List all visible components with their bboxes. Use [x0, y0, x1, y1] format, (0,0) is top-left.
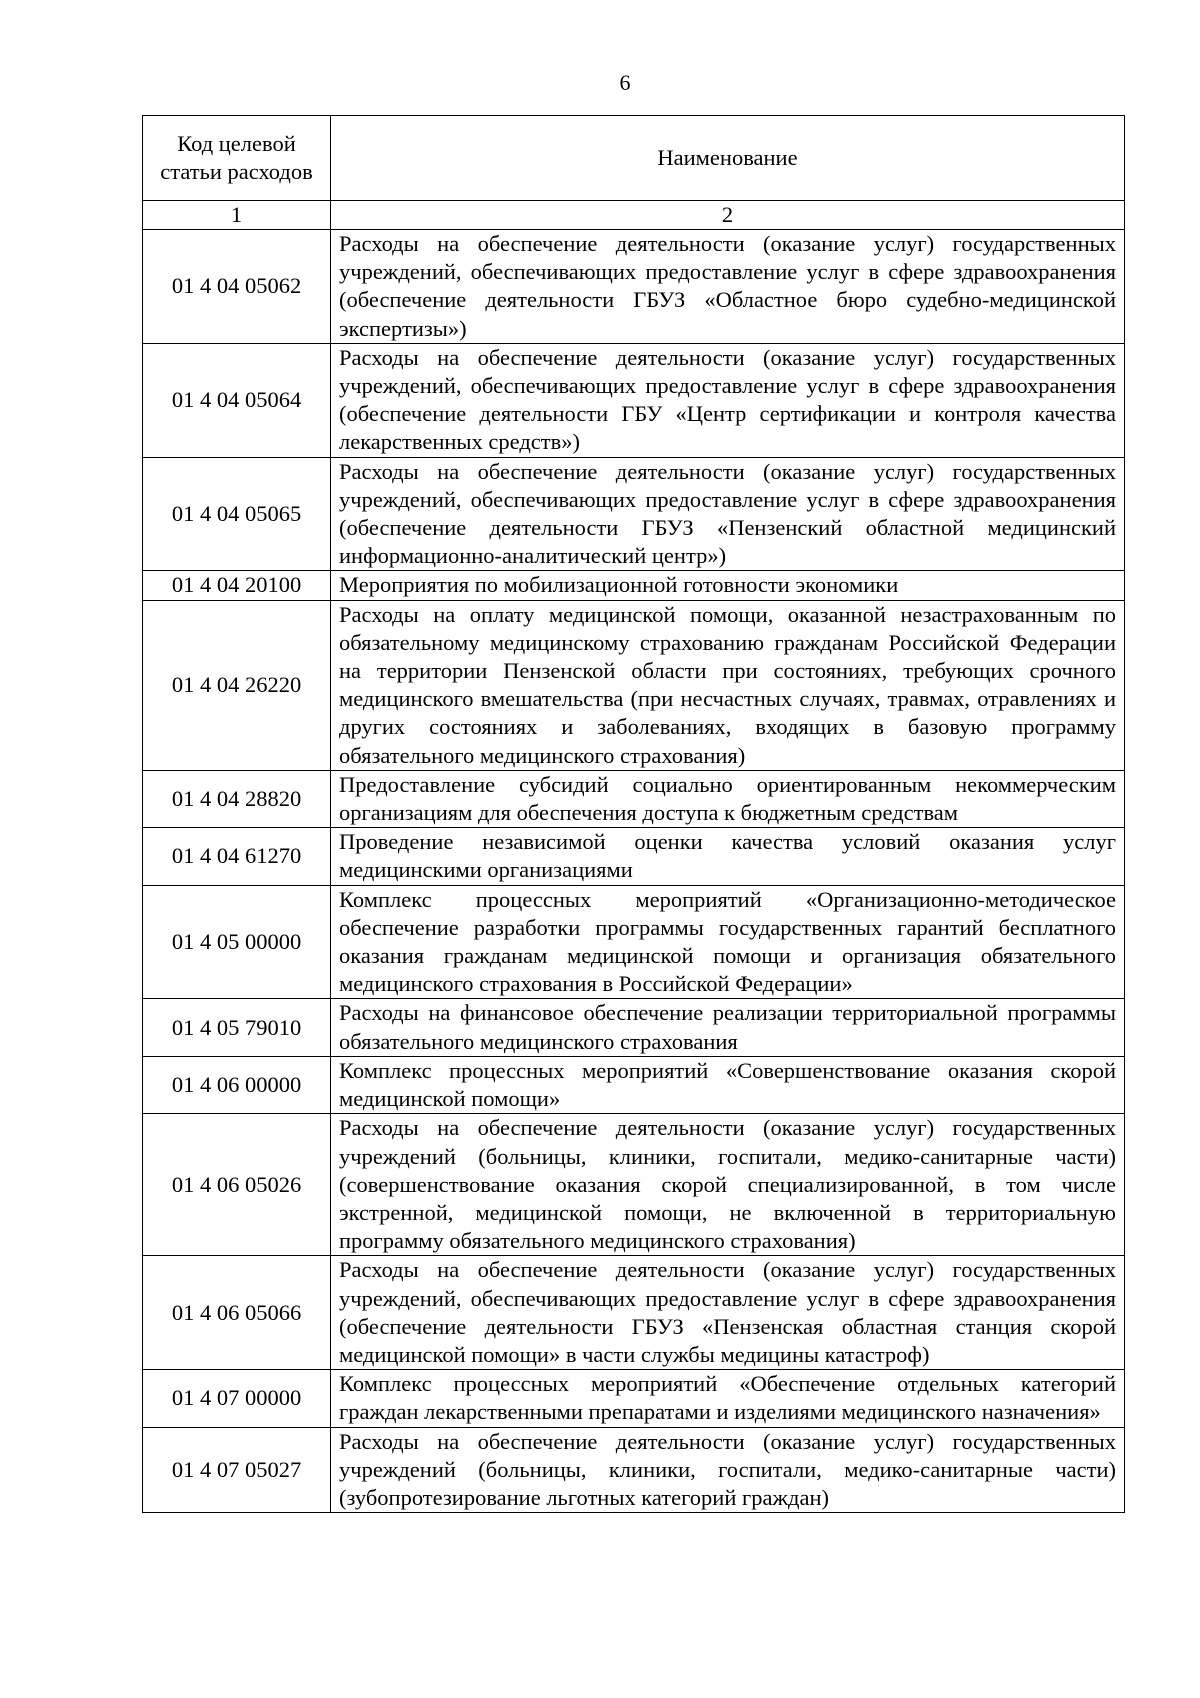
page-number: 6	[619, 70, 631, 95]
table-row	[143, 1114, 1125, 1256]
expense-name: Комплекс процессных мероприятий «Совершенствование оказания скорой медицинской помощи»	[331, 1056, 1125, 1113]
table-row	[143, 828, 1125, 885]
table-row	[143, 1370, 1125, 1427]
table-row	[143, 1427, 1125, 1513]
expense-name: Расходы на обеспечение деятельности (оказание услуг) государственных учреждений, обеспечивающих предоставление услуг в сфере здравоохранения (обеспечение деятельности ГБУ «Центр сертификации и контроля качества лекарственных средств»)	[331, 343, 1125, 457]
table-row	[143, 770, 1125, 827]
column-header-name: Наименование	[331, 116, 1125, 201]
expense-code: 01 4 04 05065	[143, 457, 331, 571]
table-row	[143, 230, 1125, 344]
table-row	[143, 1056, 1125, 1113]
expense-code: 01 4 07 00000	[143, 1370, 331, 1427]
expense-code: 01 4 07 05027	[143, 1427, 331, 1513]
expense-code: 01 4 06 05026	[143, 1114, 331, 1256]
column-number-code: 1	[143, 201, 331, 230]
table-row	[143, 343, 1125, 457]
expense-code: 01 4 04 05062	[143, 230, 331, 344]
table-row	[143, 600, 1125, 770]
expense-code: 01 4 04 61270	[143, 828, 331, 885]
table-row	[143, 999, 1125, 1056]
expense-code: 01 4 04 05064	[143, 343, 331, 457]
expense-code: 01 4 04 20100	[143, 571, 331, 600]
table-body	[143, 230, 1125, 1513]
expense-code: 01 4 05 79010	[143, 999, 331, 1056]
expense-name: Расходы на оплату медицинской помощи, оказанной незастрахованным по обязательному медицинскому страхованию гражданам Российской Федерации на территории Пензенской области при состояниях, требующих срочного медицинского вмешательства (при несчастных случаях, травмах, отравлениях и других состояниях и заболеваниях, входящих в базовую программу обязательного медицинского страхования)	[331, 600, 1125, 770]
table-header	[143, 116, 1125, 230]
expense-code: 01 4 06 05066	[143, 1256, 331, 1370]
expense-name: Мероприятия по мобилизационной готовности экономики	[331, 571, 1125, 600]
expense-name: Расходы на обеспечение деятельности (оказание услуг) государственных учреждений, обеспечивающих предоставление услуг в сфере здравоохранения (обеспечение деятельности ГБУЗ «Пензенский областной медицинский информационно-аналитический центр»)	[331, 457, 1125, 571]
budget-classification-table	[142, 115, 1125, 1513]
expense-name: Расходы на обеспечение деятельности (оказание услуг) государственных учреждений (больницы, клиники, госпитали, медико-санитарные части) (зубопротезирование льготных категорий граждан)	[331, 1427, 1125, 1513]
column-header-code: Код целевой статьи расходов	[143, 116, 331, 201]
column-number-name: 2	[331, 201, 1125, 230]
table-row	[143, 571, 1125, 600]
expense-name: Расходы на финансовое обеспечение реализации территориальной программы обязательного медицинского страхования	[331, 999, 1125, 1056]
expense-name: Расходы на обеспечение деятельности (оказание услуг) государственных учреждений (больницы, клиники, госпитали, медико-санитарные части) (совершенствование оказания скорой специализированной, в том числе экстренной, медицинской помощи, не включенной в территориальную программу обязательного медицинского страхования)	[331, 1114, 1125, 1256]
expense-code: 01 4 04 26220	[143, 600, 331, 770]
expense-name: Расходы на обеспечение деятельности (оказание услуг) государственных учреждений, обеспечивающих предоставление услуг в сфере здравоохранения (обеспечение деятельности ГБУЗ «Пензенская областная станция скорой медицинской помощи» в части службы медицины катастроф)	[331, 1256, 1125, 1370]
expense-name: Комплекс процессных мероприятий «Организационно-методическое обеспечение разработки программы государственных гарантий бесплатного оказания гражданам медицинской помощи и организация обязательного медицинского страхования в Российской Федерации»	[331, 885, 1125, 999]
expense-name: Комплекс процессных мероприятий «Обеспечение отдельных категорий граждан лекарственными препаратами и изделиями медицинского назначения»	[331, 1370, 1125, 1427]
expense-code: 01 4 04 28820	[143, 770, 331, 827]
table-header-row	[143, 116, 1125, 201]
column-number-row	[143, 201, 1125, 230]
expense-name: Предоставление субсидий социально ориентированным некоммерческим организациям для обеспечения доступа к бюджетным средствам	[331, 770, 1125, 827]
table-row	[143, 1256, 1125, 1370]
expense-name: Проведение независимой оценки качества условий оказания услуг медицинскими организациями	[331, 828, 1125, 885]
table-row	[143, 457, 1125, 571]
table-row	[143, 885, 1125, 999]
expense-code: 01 4 05 00000	[143, 885, 331, 999]
expense-name: Расходы на обеспечение деятельности (оказание услуг) государственных учреждений, обеспечивающих предоставление услуг в сфере здравоохранения (обеспечение деятельности ГБУЗ «Областное бюро судебно-медицинской экспертизы»)	[331, 230, 1125, 344]
expense-code: 01 4 06 00000	[143, 1056, 331, 1113]
